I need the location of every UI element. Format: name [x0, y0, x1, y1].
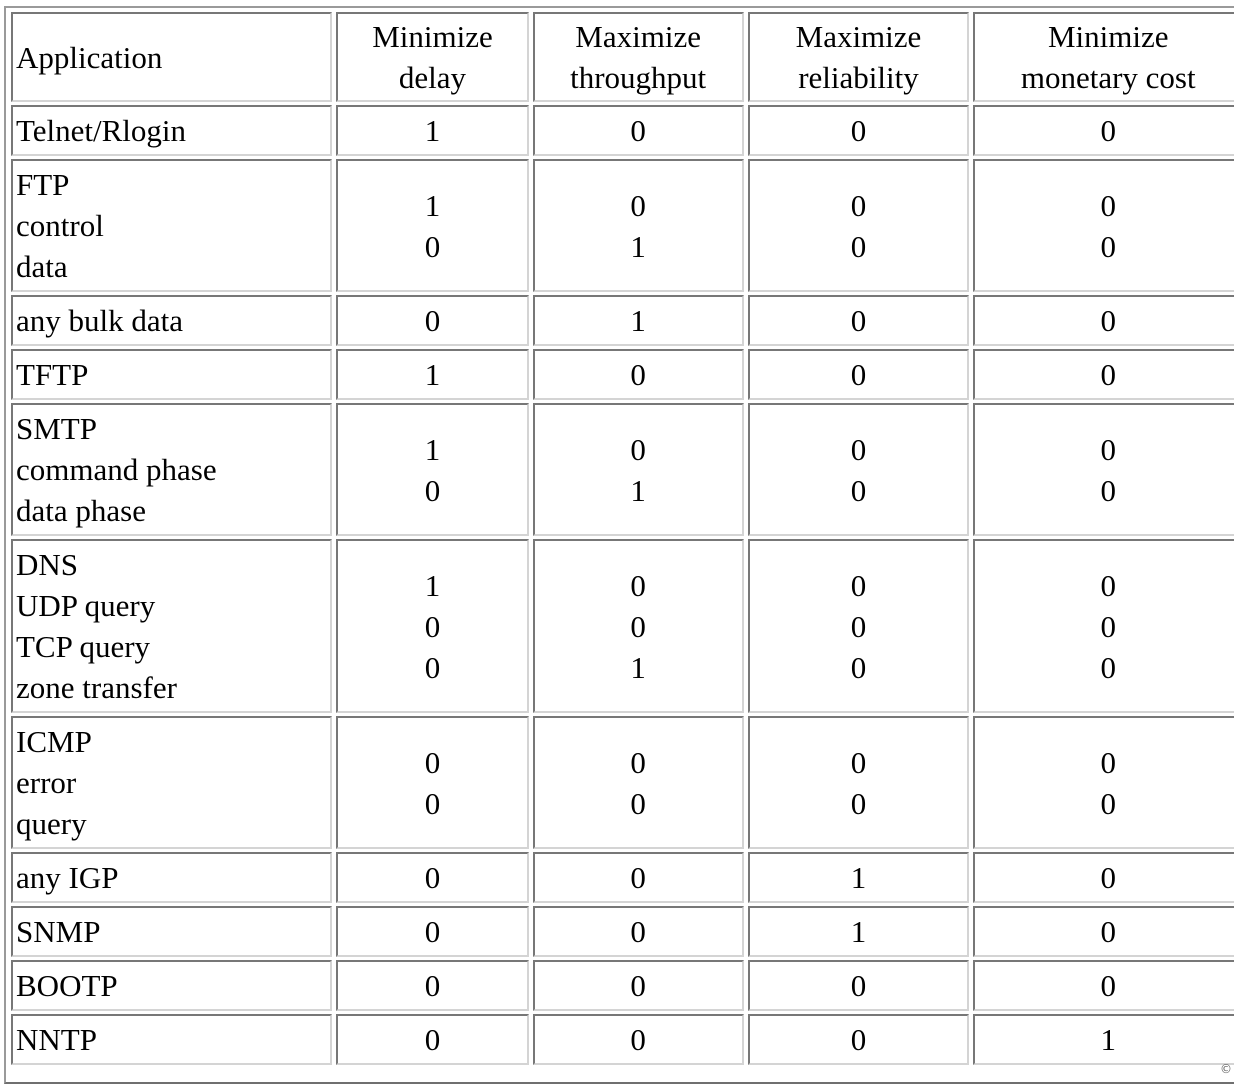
table-row [11, 105, 1234, 156]
value-text: 0 [1100, 303, 1116, 338]
value-text: 0 [424, 472, 441, 508]
value-text: 0 [1100, 914, 1116, 949]
value-text: 0 [630, 608, 646, 644]
application-label: error [16, 765, 77, 800]
application-label: SMTP [16, 411, 97, 446]
maximize-throughput-cell [533, 159, 744, 292]
table-body [11, 105, 1234, 1065]
value-text: 1 [630, 649, 646, 685]
table-row [11, 539, 1234, 713]
table-row [11, 852, 1234, 903]
value-text: 1 [424, 187, 441, 223]
maximize-throughput-cell [533, 960, 744, 1011]
maximize-reliability-cell [748, 960, 970, 1011]
minimize-delay-cell [336, 906, 529, 957]
application-cell [11, 349, 332, 400]
minimize-delay-cell [336, 539, 529, 713]
value-text: 0 [424, 968, 441, 1003]
value-text: 0 [630, 431, 646, 467]
maximize-throughput-cell [533, 716, 744, 849]
minimize-delay-cell [336, 295, 529, 346]
application-cell [11, 105, 332, 156]
corner-mark-icon: © [1220, 1062, 1232, 1076]
application-cell [11, 295, 332, 346]
application-label: SNMP [16, 914, 101, 949]
maximize-reliability-cell [748, 852, 970, 903]
table-row [11, 349, 1234, 400]
value-text: 0 [630, 1022, 646, 1057]
value-text: 1 [630, 228, 646, 264]
value-text: 0 [850, 187, 867, 223]
value-text: 0 [1100, 744, 1116, 780]
minimize-monetary-cost-cell [973, 105, 1234, 156]
minimize-delay-cell [336, 349, 529, 400]
application-label: command phase [16, 452, 217, 487]
maximize-throughput-cell [533, 539, 744, 713]
value-text: 0 [424, 228, 441, 264]
maximize-reliability-cell [748, 716, 970, 849]
application-label: any bulk data [16, 303, 184, 338]
table-row [11, 716, 1234, 849]
value-text: 1 [850, 860, 867, 895]
maximize-throughput-cell [533, 906, 744, 957]
minimize-delay-cell [336, 159, 529, 292]
value-text: 0 [1100, 785, 1116, 821]
value-text: 1 [630, 472, 646, 508]
application-label: TFTP [16, 357, 89, 392]
minimize-delay-cell [336, 403, 529, 536]
header-text: monetary cost [1020, 60, 1196, 95]
header-maximize-throughput [533, 12, 744, 102]
value-text: 0 [850, 472, 867, 508]
application-label: query [16, 806, 87, 841]
minimize-delay-cell [336, 1014, 529, 1065]
application-cell [11, 852, 332, 903]
value-text: 0 [424, 1022, 441, 1057]
value-text: 0 [850, 431, 867, 467]
value-text: 0 [850, 567, 867, 603]
value-text: 0 [850, 649, 867, 685]
value-text: 0 [630, 860, 646, 895]
value-text: 1 [1100, 1022, 1116, 1057]
maximize-throughput-cell [533, 403, 744, 536]
header-text: Maximize [795, 19, 922, 54]
value-text: 1 [424, 431, 441, 467]
application-label: any IGP [16, 860, 119, 895]
value-text: 1 [424, 567, 441, 603]
tos-table [7, 9, 1234, 1068]
value-text: 0 [630, 113, 646, 148]
maximize-reliability-cell [748, 159, 970, 292]
maximize-reliability-cell [748, 403, 970, 536]
value-text: 0 [1100, 431, 1116, 467]
value-text: 1 [424, 357, 441, 392]
header-maximize-reliability [748, 12, 970, 102]
application-label: ICMP [16, 724, 92, 759]
application-label: UDP query [16, 588, 156, 623]
minimize-monetary-cost-cell [973, 539, 1234, 713]
minimize-monetary-cost-cell [973, 403, 1234, 536]
value-text: 0 [630, 744, 646, 780]
maximize-throughput-cell [533, 105, 744, 156]
value-text: 0 [1100, 187, 1116, 223]
value-text: 0 [424, 744, 441, 780]
table-row [11, 295, 1234, 346]
value-text: 0 [850, 608, 867, 644]
value-text: 0 [1100, 860, 1116, 895]
minimize-monetary-cost-cell [973, 716, 1234, 849]
application-cell [11, 403, 332, 536]
application-cell [11, 906, 332, 957]
maximize-throughput-cell [533, 1014, 744, 1065]
application-cell [11, 1014, 332, 1065]
maximize-reliability-cell [748, 539, 970, 713]
minimize-monetary-cost-cell [973, 295, 1234, 346]
minimize-monetary-cost-cell [973, 1014, 1234, 1065]
value-text: 0 [630, 914, 646, 949]
maximize-throughput-cell [533, 349, 744, 400]
minimize-delay-cell [336, 960, 529, 1011]
header-text: Minimize [372, 19, 493, 54]
maximize-throughput-cell [533, 852, 744, 903]
header-text: reliability [798, 60, 919, 95]
minimize-monetary-cost-cell [973, 159, 1234, 292]
application-label: data [16, 249, 68, 284]
application-label: Telnet/Rlogin [16, 113, 187, 148]
minimize-monetary-cost-cell [973, 349, 1234, 400]
value-text: 0 [1100, 567, 1116, 603]
value-text: 0 [424, 608, 441, 644]
value-text: 1 [424, 113, 441, 148]
value-text: 0 [850, 1022, 867, 1057]
application-cell [11, 960, 332, 1011]
application-label: BOOTP [16, 968, 118, 1003]
value-text: 1 [850, 914, 867, 949]
value-text: 0 [1100, 649, 1116, 685]
table-row [11, 403, 1234, 536]
minimize-delay-cell [336, 852, 529, 903]
value-text: 0 [850, 357, 867, 392]
application-cell [11, 159, 332, 292]
maximize-reliability-cell [748, 1014, 970, 1065]
value-text: 0 [850, 113, 867, 148]
minimize-monetary-cost-cell [973, 960, 1234, 1011]
maximize-reliability-cell [748, 349, 970, 400]
value-text: 0 [1100, 357, 1116, 392]
value-text: 0 [1100, 968, 1116, 1003]
table-row [11, 960, 1234, 1011]
value-text: 0 [850, 785, 867, 821]
value-text: 0 [630, 785, 646, 821]
maximize-reliability-cell [748, 105, 970, 156]
maximize-throughput-cell [533, 295, 744, 346]
value-text: 1 [630, 303, 646, 338]
header-row [11, 12, 1234, 102]
value-text: 0 [630, 968, 646, 1003]
table-row [11, 159, 1234, 292]
application-label: data phase [16, 493, 146, 528]
value-text: 0 [424, 914, 441, 949]
header-text: throughput [570, 60, 707, 95]
header-minimize-delay [336, 12, 529, 102]
value-text: 0 [1100, 113, 1116, 148]
header-text: Application [16, 39, 163, 75]
value-text: 0 [1100, 608, 1116, 644]
application-cell [11, 716, 332, 849]
minimize-monetary-cost-cell [973, 852, 1234, 903]
value-text: 0 [850, 228, 867, 264]
minimize-delay-cell [336, 716, 529, 849]
application-label: control [16, 208, 104, 243]
table-row [11, 1014, 1234, 1065]
application-label: DNS [16, 547, 79, 582]
header-text: Maximize [575, 19, 701, 54]
value-text: 0 [850, 968, 867, 1003]
value-text: 0 [630, 357, 646, 392]
value-text: 0 [850, 744, 867, 780]
value-text: 0 [424, 860, 441, 895]
application-cell [11, 539, 332, 713]
header-text: Minimize [1047, 19, 1169, 54]
application-label: TCP query [16, 629, 151, 664]
value-text: 0 [630, 567, 646, 603]
value-text: 0 [424, 649, 441, 685]
application-label: zone transfer [16, 670, 177, 705]
maximize-reliability-cell [748, 295, 970, 346]
header-text: delay [398, 60, 467, 95]
value-text: 0 [1100, 228, 1116, 264]
application-label: FTP [16, 167, 70, 202]
table-row [11, 906, 1234, 957]
minimize-delay-cell [336, 105, 529, 156]
header-minimize-monetary-cost [973, 12, 1234, 102]
value-text: 0 [424, 785, 441, 821]
maximize-reliability-cell [748, 906, 970, 957]
header-application [11, 12, 332, 102]
minimize-monetary-cost-cell [973, 906, 1234, 957]
value-text: 0 [850, 303, 867, 338]
value-text: 0 [424, 303, 441, 338]
value-text: 0 [1100, 472, 1116, 508]
application-label: NNTP [16, 1022, 97, 1057]
value-text: 0 [630, 187, 646, 223]
